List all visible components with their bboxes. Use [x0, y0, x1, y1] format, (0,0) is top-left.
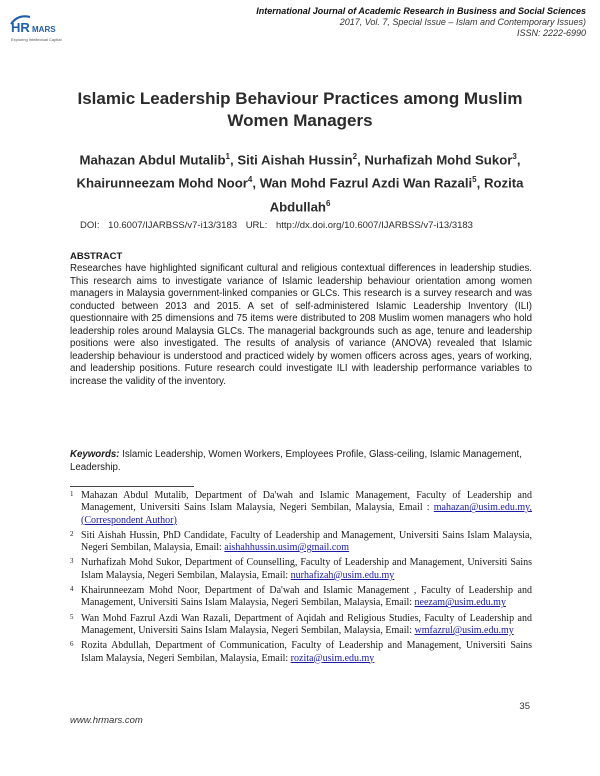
- footnote-number: 5: [70, 612, 74, 621]
- footnote: [70, 557, 532, 582]
- url-label: URL:: [245, 220, 268, 231]
- footnote-email-link[interactable]: rozita@usim.edu.my: [290, 652, 375, 664]
- footnote-email-link[interactable]: neezam@usim.edu.my: [414, 597, 506, 609]
- journal-issue: 2017, Vol. 7, Special Issue – Islam and Contemporary Issues): [339, 17, 586, 27]
- footnote-email-link[interactable]: wmfazrul@usim.edu.my: [414, 624, 514, 636]
- footnote: [70, 585, 532, 610]
- footnote-email-link[interactable]: nurhafizah@usim.edu.my: [290, 569, 395, 581]
- author-name: Mahazan Abdul Mutalib: [79, 152, 226, 168]
- author-mark: 2: [352, 152, 358, 161]
- author-name: Khairunneezam Mohd Noor: [76, 175, 248, 191]
- author-list: [60, 147, 540, 217]
- author-mark: 4: [247, 175, 253, 185]
- publisher-logo: [8, 12, 70, 46]
- author-mark: 6: [325, 198, 331, 208]
- doi-label: DOI:: [80, 220, 100, 231]
- author-name: Wan Mohd Fazrul Azdi Wan Razali: [259, 175, 473, 191]
- footnote-number: 3: [70, 557, 74, 566]
- author-separator: ,: [252, 175, 260, 191]
- author-separator: ,: [229, 152, 238, 168]
- footnote-email-link[interactable]: aishahhussin.usim@gmail.com: [224, 542, 350, 554]
- page-number: 35: [519, 701, 530, 712]
- footnote-text: Rozita Abdullah, Department of Communication, Faculty of Leadership and Management, Universiti Sains Islam Malaysia, Negeri Sembilan, Malaysia, Email:: [81, 640, 532, 664]
- journal-header: [206, 6, 586, 39]
- svg-text:Exploring Intellectual Capital: Exploring Intellectual Capital: [11, 37, 62, 42]
- footnote-number: 6: [70, 640, 74, 649]
- url-value[interactable]: http://dx.doi.org/10.6007/IJARBSS/v7-i13/3183: [275, 220, 473, 231]
- author-separator: ,: [516, 152, 521, 168]
- author-separator: ,: [476, 175, 484, 191]
- author-name: Nurhafizah Mohd Sukor: [364, 152, 513, 168]
- footnote: [70, 490, 532, 527]
- keywords-label: Keywords:: [70, 449, 120, 460]
- author-mark: 3: [512, 152, 517, 161]
- journal-issn: ISSN: 2222-6990: [516, 28, 586, 38]
- keywords-text: Islamic Leadership, Women Workers, Employees Profile, Glass-ceiling, Islamic Management, Leadership.: [70, 449, 522, 473]
- footnote-text: Khairunneezam Mohd Noor, Department of Da'wah and Islamic Management , Faculty of Leadership and Management, Universiti Sains Islam Malaysia, Negeri Sembilan, Malaysia, Email:: [81, 585, 532, 609]
- footnote: [70, 613, 532, 638]
- author-separator: ,: [357, 152, 365, 168]
- author-name: Rozita Abdullah: [269, 175, 524, 215]
- keywords: [70, 449, 532, 474]
- footnote: [70, 530, 532, 555]
- footnote-divider: [70, 486, 194, 487]
- footnote-text: Siti Aishah Hussin, PhD Candidate, Faculty of Leadership and Management, Universiti Sains Islam Malaysia, Negeri Sembilan, Malaysia, Email:: [81, 529, 532, 554]
- hrmars-logo-graphic: [8, 12, 70, 46]
- footnote-number: 4: [70, 585, 74, 594]
- abstract-heading: ABSTRACT: [70, 251, 123, 262]
- footnote-email-link[interactable]: mahazan@usim.edu.my, (Correspondent Author): [81, 502, 532, 526]
- doi-line: [80, 220, 479, 231]
- doi-value[interactable]: 10.6007/IJARBSS/v7-i13/3183: [108, 220, 238, 231]
- abstract-text: Researches have highlighted significant cultural and religious contextual differences in leadership studies. This research aims to investigate variance of Islamic leadership behaviour orientation among women managers in Malaysia government-linked companies or GLCs. This research is a survey research and was conducted between 2013 and 2015. A set of self-administered Islamic Leadership Inventory (ILI) questionnaire with 25 dimensions and 75 items were distributed to 208 Muslim women managers who hold leadership roles around Malaysia GLCs. The managerial backgrounds such as age, tenure and leadership positions were also investigated. The results of analysis of variance (ANOVA) revealed that Islamic leadership behaviour is understood and practiced widely by women officers across ages, years of working, and leadership positions. Future research could investigate ILI with leadership performance variables to increase the validity of the inventory.: [70, 263, 532, 387]
- author-mark: 5: [472, 175, 477, 185]
- footnote-text: Nurhafizah Mohd Sukor, Department of Counselling, Faculty of Leadership and Management, Universiti Sains Islam Malaysia, Negeri Sembilan, Malaysia, Email:: [81, 557, 532, 581]
- footnotes: [70, 490, 532, 668]
- svg-text:MARS: MARS: [32, 25, 56, 34]
- footnote: [70, 640, 532, 665]
- footnote-number: 1: [70, 490, 74, 498]
- author-mark: 1: [225, 152, 230, 161]
- svg-text:HR: HR: [11, 20, 30, 35]
- footnote-text: Wan Mohd Fazrul Azdi Wan Razali, Department of Aqidah and Religious Studies, Faculty of Leadership and Management, Universiti Sains Islam Malaysia, Negeri Sembilan, Malaysia, Email:: [81, 612, 532, 636]
- footnote-number: 2: [70, 529, 74, 538]
- paper-title: Islamic Leadership Behaviour Practices among Muslim Women Managers: [77, 89, 523, 130]
- journal-name: International Journal of Academic Research in Business and Social Sciences: [256, 6, 586, 16]
- footer-website[interactable]: www.hrmars.com: [70, 715, 143, 726]
- author-name: Siti Aishah Hussin: [237, 152, 353, 168]
- footnote-text: Mahazan Abdul Mutalib, Department of Da'wah and Islamic Management, Faculty of Leadership and Management, Universiti Sains Islam Malaysia, Negeri Sembilan, Malaysia, Email :: [81, 490, 532, 514]
